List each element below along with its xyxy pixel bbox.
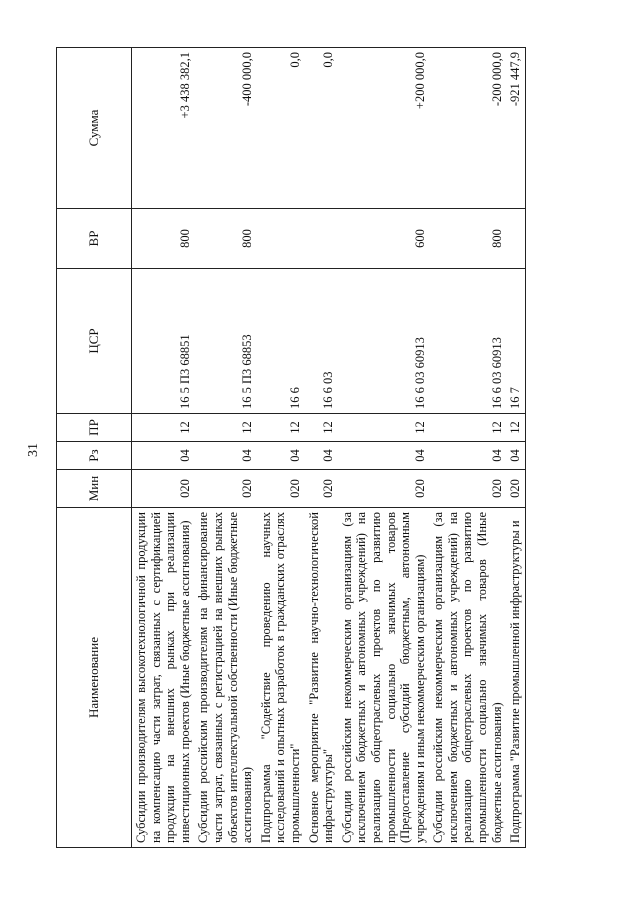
row-sum: +3 438 382,1 [132, 48, 195, 209]
row-min: 020 [506, 470, 525, 508]
row-rz: 04 [132, 442, 195, 470]
table-row [305, 48, 338, 848]
header-name: Наименование [57, 508, 132, 848]
row-min: 020 [194, 470, 256, 508]
table-row [506, 48, 525, 848]
row-pr: 12 [194, 414, 256, 442]
row-sum: -200 000,0 [429, 48, 506, 209]
row-pr: 12 [132, 414, 195, 442]
row-csr: 16 5 П3 68851 [132, 269, 195, 414]
row-name: Подпрограмма "Развитие промышленной инфраструктуры и [506, 508, 525, 848]
rotated-page-content [56, 48, 592, 848]
row-min: 020 [132, 470, 195, 508]
row-sum: -400 000,0 [194, 48, 256, 209]
row-rz: 04 [506, 442, 525, 470]
row-vr: 600 [338, 209, 430, 269]
row-sum: 0,0 [305, 48, 338, 209]
row-name: Субсидии российским производителям на финансирование части затрат, связанных с регистрацией на внешних рынках объектов интеллектуальной собственности (Иные бюджетные ассигнования) [194, 508, 256, 848]
row-vr: 800 [194, 209, 256, 269]
row-pr: 12 [338, 414, 430, 442]
row-min: 020 [257, 470, 305, 508]
row-pr: 12 [429, 414, 506, 442]
row-name: Субсидии российским некоммерческим организациям (за исключением бюджетных и автономных учреждений) на реализацию общеотраслевых проектов по развитию промышленности социально значимых товаров (Предоставление субсидий бюджетным, автономным учреждениям и иным некоммерческим организациям) [338, 508, 430, 848]
row-sum: +200 000,0 [338, 48, 430, 209]
row-vr: 800 [132, 209, 195, 269]
header-rz: Рз [57, 442, 132, 470]
header-vr: ВР [57, 209, 132, 269]
row-name: Субсидии производителям высокотехнологичной продукции на компенсацию части затрат, связанных с сертификацией продукции на внешних рынках при реализации инвестиционных проектов (Иные бюджетные ассигнования) [132, 508, 195, 848]
budget-table [56, 47, 526, 848]
table-row [338, 48, 430, 848]
row-vr [506, 209, 525, 269]
row-csr: 16 6 03 60913 [338, 269, 430, 414]
row-vr [305, 209, 338, 269]
row-csr: 16 5 П3 68853 [194, 269, 256, 414]
row-pr: 12 [257, 414, 305, 442]
row-csr: 16 6 03 60913 [429, 269, 506, 414]
table-row [194, 48, 256, 848]
row-sum: 0,0 [257, 48, 305, 209]
row-name: Основное мероприятие "Развитие научно-технологической инфраструктуры" [305, 508, 338, 848]
header-pr: ПР [57, 414, 132, 442]
table-row [257, 48, 305, 848]
table-row [429, 48, 506, 848]
row-min: 020 [338, 470, 430, 508]
row-pr: 12 [506, 414, 525, 442]
row-rz: 04 [338, 442, 430, 470]
row-vr [257, 209, 305, 269]
row-sum: -921 447,9 [506, 48, 525, 209]
row-min: 020 [305, 470, 338, 508]
row-rz: 04 [257, 442, 305, 470]
row-rz: 04 [429, 442, 506, 470]
row-vr: 800 [429, 209, 506, 269]
row-min: 020 [429, 470, 506, 508]
header-sum: Сумма [57, 48, 132, 209]
row-rz: 04 [194, 442, 256, 470]
row-pr: 12 [305, 414, 338, 442]
row-name: Субсидии российским некоммерческим организациям (за исключением бюджетных и автономных учреждений) на реализацию общеотраслевых проектов по развитию промышленности социально значимых товаров (Иные бюджетные ассигнования) [429, 508, 506, 848]
row-csr: 16 6 03 [305, 269, 338, 414]
header-csr: ЦСР [57, 269, 132, 414]
table-row [132, 48, 195, 848]
page-number: 31 [26, 443, 41, 457]
row-csr: 16 7 [506, 269, 525, 414]
row-rz: 04 [305, 442, 338, 470]
row-csr: 16 6 [257, 269, 305, 414]
header-min: Мин [57, 470, 132, 508]
row-name: Подпрограмма "Содействие проведению научных исследований и опытных разработок в гражданских отраслях промышленности" [257, 508, 305, 848]
table-header-row [57, 48, 132, 848]
